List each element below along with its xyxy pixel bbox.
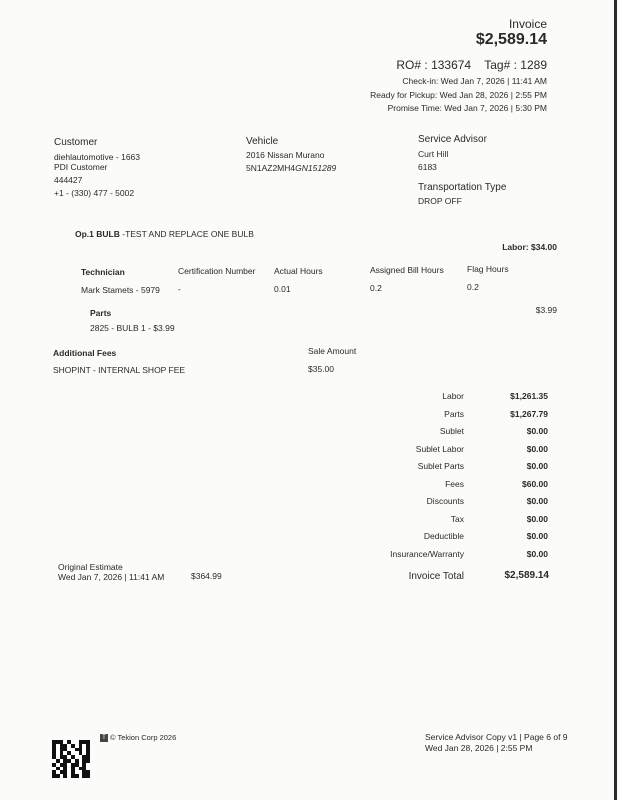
vin-suffix: GN151289 [295, 163, 337, 173]
totals-label: Sublet Parts [417, 461, 464, 471]
totals-value: $0.00 [526, 496, 548, 506]
estimate-amount: $364.99 [191, 571, 222, 581]
parts-heading: Parts [90, 308, 112, 318]
ro-label: RO# [396, 58, 422, 72]
advisor-name: Curt Hill [418, 149, 449, 159]
col-assigned-hours: Assigned Bill Hours [370, 265, 444, 275]
customer-phone: +1 - (330) 477 - 5002 [54, 188, 135, 198]
ro-number: 133674 [431, 58, 472, 72]
advisor-heading: Service Advisor [418, 134, 487, 145]
checkin-time: Check-in: Wed Jan 7, 2026 | 11:41 AM [402, 76, 547, 86]
print-date: Wed Jan 28, 2026 | 2:55 PM [425, 743, 533, 753]
transport-value: DROP OFF [418, 196, 462, 206]
qr-cell [86, 774, 90, 778]
qr-code [52, 740, 90, 778]
copyright-line [100, 733, 176, 742]
tech-actual-hours: 0.01 [274, 284, 291, 294]
advisor-number: 6183 [418, 162, 437, 172]
fee-amount: $35.00 [308, 364, 334, 374]
vehicle-model: 2016 Nissan Murano [246, 150, 325, 160]
customer-heading: Customer [54, 137, 98, 148]
totals-value: $60.00 [522, 478, 548, 489]
ready-time: Ready for Pickup: Wed Jan 28, 2026 | 2:55 PM [370, 90, 547, 100]
totals-label: Parts [444, 408, 464, 419]
tekion-logo-icon: T [100, 734, 108, 742]
fees-heading: Additional Fees [53, 348, 117, 358]
invoice-total-label: Invoice Total [408, 571, 464, 582]
operation-description: -TEST AND REPLACE ONE BULB [119, 229, 254, 239]
totals-label: Labor [442, 391, 464, 401]
col-flag-hours: Flag Hours [467, 264, 509, 274]
tech-assigned-hours: 0.2 [370, 283, 382, 293]
totals-label: Sublet Labor [415, 443, 464, 454]
totals-value: $0.00 [526, 426, 548, 436]
totals-value: $0.00 [526, 548, 548, 559]
totals-label: Sublet [439, 426, 464, 436]
transport-heading: Transportation Type [418, 182, 507, 193]
customer-id: 444427 [54, 175, 83, 185]
part-item: 2825 - BULB 1 - $3.99 [90, 323, 175, 333]
vehicle-vin [246, 163, 336, 173]
doc-type: Invoice [508, 17, 547, 31]
col-actual-hours: Actual Hours [274, 266, 323, 276]
totals-value: $1,267.79 [510, 408, 548, 419]
fees-amount-heading: Sale Amount [308, 346, 357, 356]
operation-labor: Labor: $34.00 [502, 242, 557, 252]
totals-label: Deductible [423, 531, 464, 541]
ro-tag-line: RO# : 133674 Tag# : 1289 [396, 58, 547, 72]
tech-flag-hours: 0.2 [467, 282, 479, 292]
parts-total: $3.99 [535, 305, 557, 315]
totals-value: $0.00 [526, 513, 548, 524]
totals-value: $0.00 [526, 531, 548, 541]
totals-value: $0.00 [526, 461, 548, 471]
promise-time: Promise Time: Wed Jan 7, 2026 | 5:30 PM [387, 103, 547, 113]
operation-code: Op.1 BULB [75, 229, 120, 239]
tag-number: 1289 [520, 58, 547, 72]
operation-title [75, 229, 254, 239]
customer-name: diehlautomotive - 1663 [54, 152, 141, 162]
totals-value: $1,261.35 [510, 391, 548, 401]
customer-type: PDI Customer [54, 162, 108, 172]
fee-item: SHOPINT - INTERNAL SHOP FEE [53, 365, 186, 375]
tag-label: Tag# [484, 58, 511, 72]
totals-label: Insurance/Warranty [390, 548, 464, 559]
col-technician: Technician [81, 267, 125, 277]
col-certification: Certification Number [178, 266, 256, 276]
totals-label: Fees [445, 478, 464, 489]
totals-label: Tax [450, 513, 464, 524]
vin-prefix: 5N1AZ2MH4 [246, 163, 296, 173]
header-total: $2,589.14 [475, 31, 547, 48]
estimate-heading: Original Estimate [58, 562, 123, 572]
tech-name: Mark Stamets - 5979 [81, 285, 160, 295]
estimate-date: Wed Jan 7, 2026 | 11:41 AM [58, 572, 165, 582]
totals-value: $0.00 [526, 443, 548, 454]
invoice-total-value: $2,589.14 [504, 570, 549, 581]
vehicle-heading: Vehicle [246, 136, 279, 147]
copy-info: Service Advisor Copy v1 | Page 6 of 9 [425, 732, 568, 742]
tech-certification: - [178, 284, 181, 294]
copyright-text: © Tekion Corp 2026 [110, 733, 177, 742]
totals-label: Discounts [426, 496, 464, 506]
